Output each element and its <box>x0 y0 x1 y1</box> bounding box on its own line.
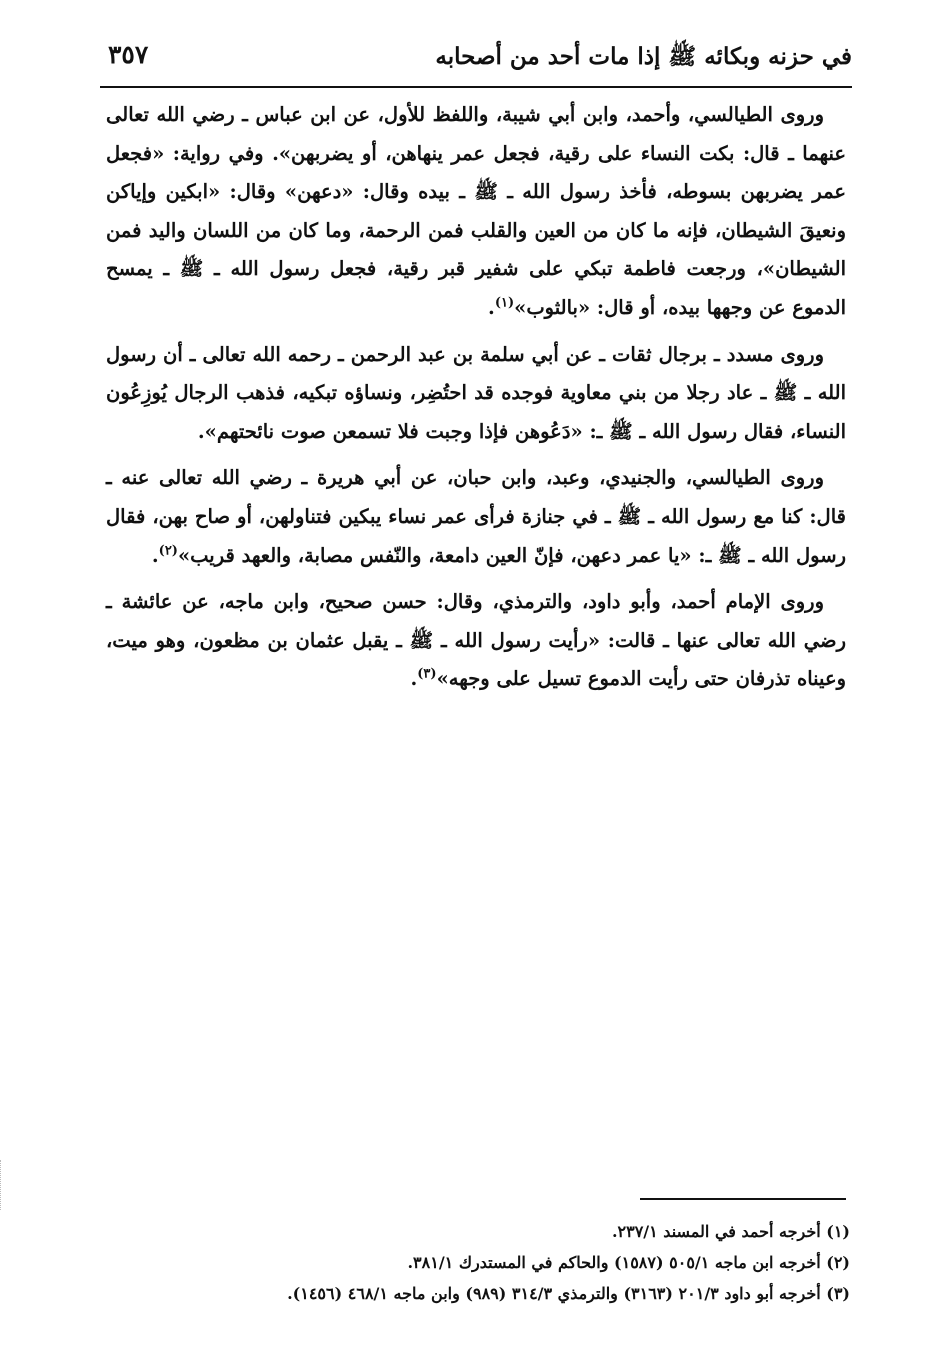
footnote-marker-2: (٢) <box>158 543 178 559</box>
paragraph-text: وروى الطيالسي، وأحمد، وابن أبي شيبة، واللفظ للأول، عن ابن عباس ـ رضي الله تعالى عنهما ـ قال: بكت النساء على رقية، فجعل عمر ينهاهن، أو يضربهن». وفي رواية: «فجعل عمر يضربهن بسوطه، فأخذ رسول الله ـ ﷺ ـ بيده وقال: «دعهن» وقال: «ابكين وإياكن ونعيقَ الشيطان، فإنه ما كان من العين والقلب فمن الرحمة، وما كان من اللسان واليد فمن الشيطان»، ورجعت فاطمة تبكي على شفير قبر رقية، فجعل رسول الله ـ ﷺ ـ يمسح الدموع عن وجهها بيده، أو قال: «بالثوب» <box>106 103 846 319</box>
footnote-marker-3: (٣) <box>417 666 437 682</box>
footnote-3: (٣) أخرجه أبو داود ٢٠١/٣ (٣١٦٣) والترمذي ٣١٤/٣ (٩٨٩) وابن ماجه ٤٦٨/١ (١٤٥٦). <box>287 1284 850 1303</box>
paragraph-end: . <box>488 295 495 319</box>
paragraph-end: . <box>151 543 159 567</box>
footnote-rule <box>640 1198 846 1200</box>
paragraph-3 <box>106 459 846 575</box>
paragraph-text: وروى الطيالسي، والجنيدي، وعبد، وابن حبان، عن أبي هريرة ـ رضي الله تعالى عنه ـ قال: كنا مع رسول الله ـ ﷺ ـ في جنازة فرأى عمر نساء يبكين فتناولهن، أو صاح بهن، فقال رسول الله ـ ﷺ ـ: «يا عمر دعهن، فإنّ العين دامعة، والنّفس مصابة، والعهد قريب» <box>106 466 846 567</box>
header-rule <box>100 86 852 88</box>
scan-margin-marks <box>0 1160 7 1210</box>
footnote-1: (١) أخرجه أحمد في المسند ٢٣٧/١. <box>611 1222 850 1241</box>
paragraph-text: وروى الإمام أحمد، وأبو داود، والترمذي، وقال: حسن صحيح، وابن ماجه، عن عائشة ـ رضي الله تعالى عنها ـ قالت: «رأيت رسول الله ـ ﷺ ـ يقبل عثمان بن مظعون، وهو ميت، وعيناه تذرفان حتى رأيت الدموع تسيل على وجهه» <box>106 590 846 691</box>
footnote-marker-1: (١) <box>494 295 515 311</box>
paragraph-end: . <box>410 667 418 691</box>
paragraph-1 <box>106 96 846 328</box>
paragraph-2 <box>106 336 846 452</box>
page-number: ٣٥٧ <box>108 40 149 69</box>
footnote-2: (٢) أخرجه ابن ماجه ٥٠٥/١ (١٥٨٧) والحاكم في المستدرك ٣٨١/١. <box>407 1253 850 1272</box>
footnotes <box>200 1216 850 1309</box>
paragraph-text: وروى مسدد ـ برجال ثقات ـ عن أبي سلمة بن عبد الرحمن ـ رحمه الله تعالى ـ أن رسول الله ـ ﷺ ـ عاد رجلا من بني معاوية فوجده قد احتُضِر، ونساؤه تبكيه، فذهب الرجال يُوزِعُون النساء، فقال رسول الله ـ ﷺ ـ: «دَعُوهن فإذا وجبت فلا تسمعن صوت نائحتهم». <box>106 342 846 443</box>
running-title: في حزنه وبكائه ﷺ إذا مات أحد من أصحابه <box>435 43 852 70</box>
paragraph-4 <box>106 583 846 699</box>
running-header <box>100 30 852 86</box>
main-text <box>106 96 846 707</box>
